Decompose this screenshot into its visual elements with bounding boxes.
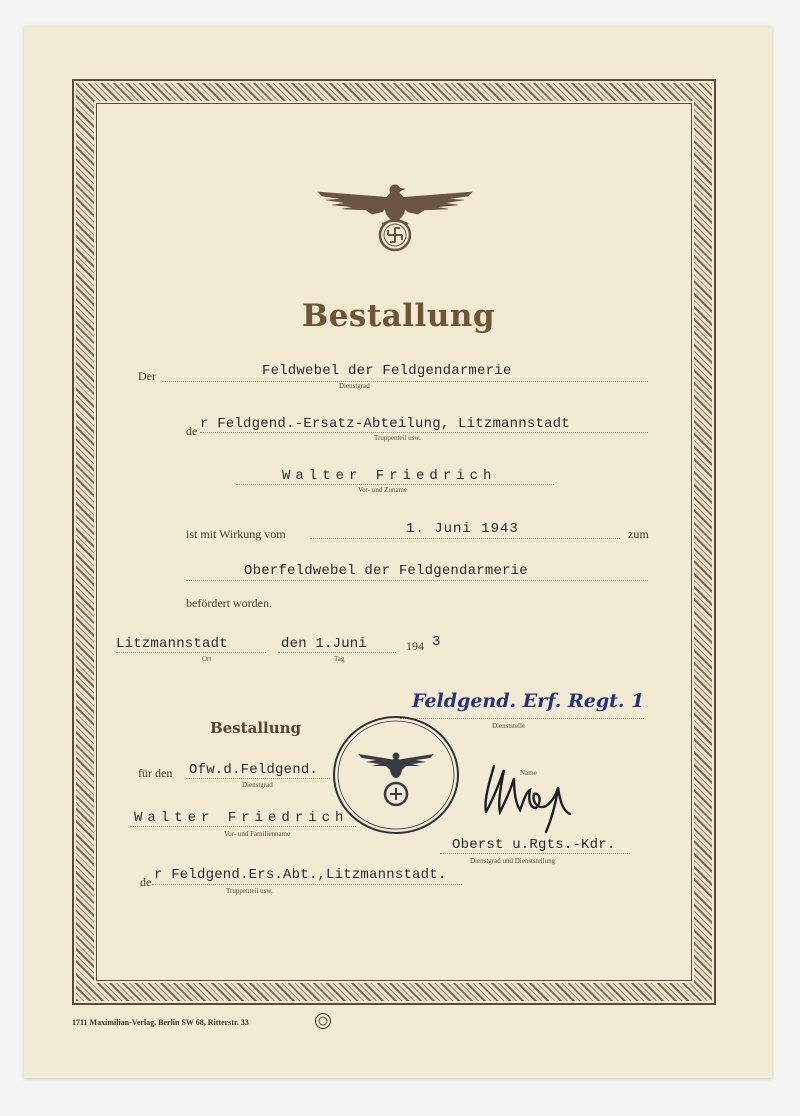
- year-suffix: 3: [432, 634, 441, 650]
- effective-label: ist mit Wirkung vom: [186, 527, 286, 541]
- new-rank-value: Oberfeldwebel der Feldgendarmerie: [244, 563, 528, 579]
- den-value: den 1.Juni: [281, 636, 368, 652]
- document-title: Bestallung: [302, 298, 496, 334]
- publisher-footer: 1711 Maximilian-Verlag, Berlin SW 68, Ritterstr. 33: [72, 1018, 249, 1027]
- handwritten-signature: [474, 756, 580, 836]
- full-name-caption: Vor- und Familienname: [224, 830, 291, 838]
- new-rank-line: [186, 580, 648, 581]
- signer-rank-line: [440, 853, 630, 854]
- signer-rank-caption: Dienstgrad und Dienststellung: [470, 857, 556, 865]
- signer-rank-value: Oberst u.Rgts.-Kdr.: [452, 837, 616, 853]
- place-caption: Ort: [202, 655, 212, 663]
- unit-prefix: de: [186, 424, 198, 438]
- publisher-mark-icon: [314, 1012, 332, 1030]
- unit-value: r Feldgend.-Ersatz-Abteilung, Litzmannstadt: [200, 416, 570, 432]
- full-name-line: [130, 826, 356, 827]
- effective-date: 1. Juni 1943: [406, 521, 519, 537]
- effective-line: [310, 538, 620, 539]
- unit2-prefix: de: [140, 875, 152, 889]
- office-stamp: Feldgend. Erf. Regt. 1: [412, 690, 645, 712]
- short-rank-line: [186, 778, 330, 779]
- rank-line: [162, 381, 648, 382]
- name-line: [236, 484, 554, 485]
- year-prefix: 194: [406, 639, 424, 653]
- name-sig-caption: Name: [520, 769, 537, 777]
- name-value: Walter Friedrich: [282, 468, 497, 484]
- unit2-value: r Feldgend.Ers.Abt.,Litzmannstadt.: [154, 867, 447, 883]
- unit2-line: [152, 884, 462, 885]
- rank-caption: Dienstgrad: [339, 382, 370, 390]
- unit-caption: Truppenteil usw.: [374, 434, 421, 442]
- der-label: Der: [138, 369, 156, 383]
- unit-line: [200, 432, 648, 433]
- place-value: Litzmannstadt: [116, 636, 228, 652]
- day-caption: Tag: [334, 655, 345, 663]
- rank-value: Feldwebel der Feldgendarmerie: [262, 363, 512, 379]
- fuer-den-label: für den: [138, 766, 173, 780]
- zum-label: zum: [628, 527, 649, 541]
- eagle-emblem-icon: [312, 180, 478, 256]
- day-line: [278, 652, 396, 653]
- short-rank-caption: Dienstgrad: [242, 781, 273, 789]
- name-caption: Vor- und Zuname: [358, 486, 408, 494]
- section-title: Bestallung: [210, 719, 302, 737]
- promoted-label: befördert worden.: [186, 596, 272, 610]
- unit2-caption: Truppenteil usw.: [226, 887, 273, 895]
- office-caption: Dienststelle: [492, 722, 526, 730]
- place-line: [116, 652, 266, 653]
- full-name-value: Walter Friedrich: [134, 810, 349, 826]
- short-rank-value: Ofw.d.Feldgend.: [189, 762, 319, 778]
